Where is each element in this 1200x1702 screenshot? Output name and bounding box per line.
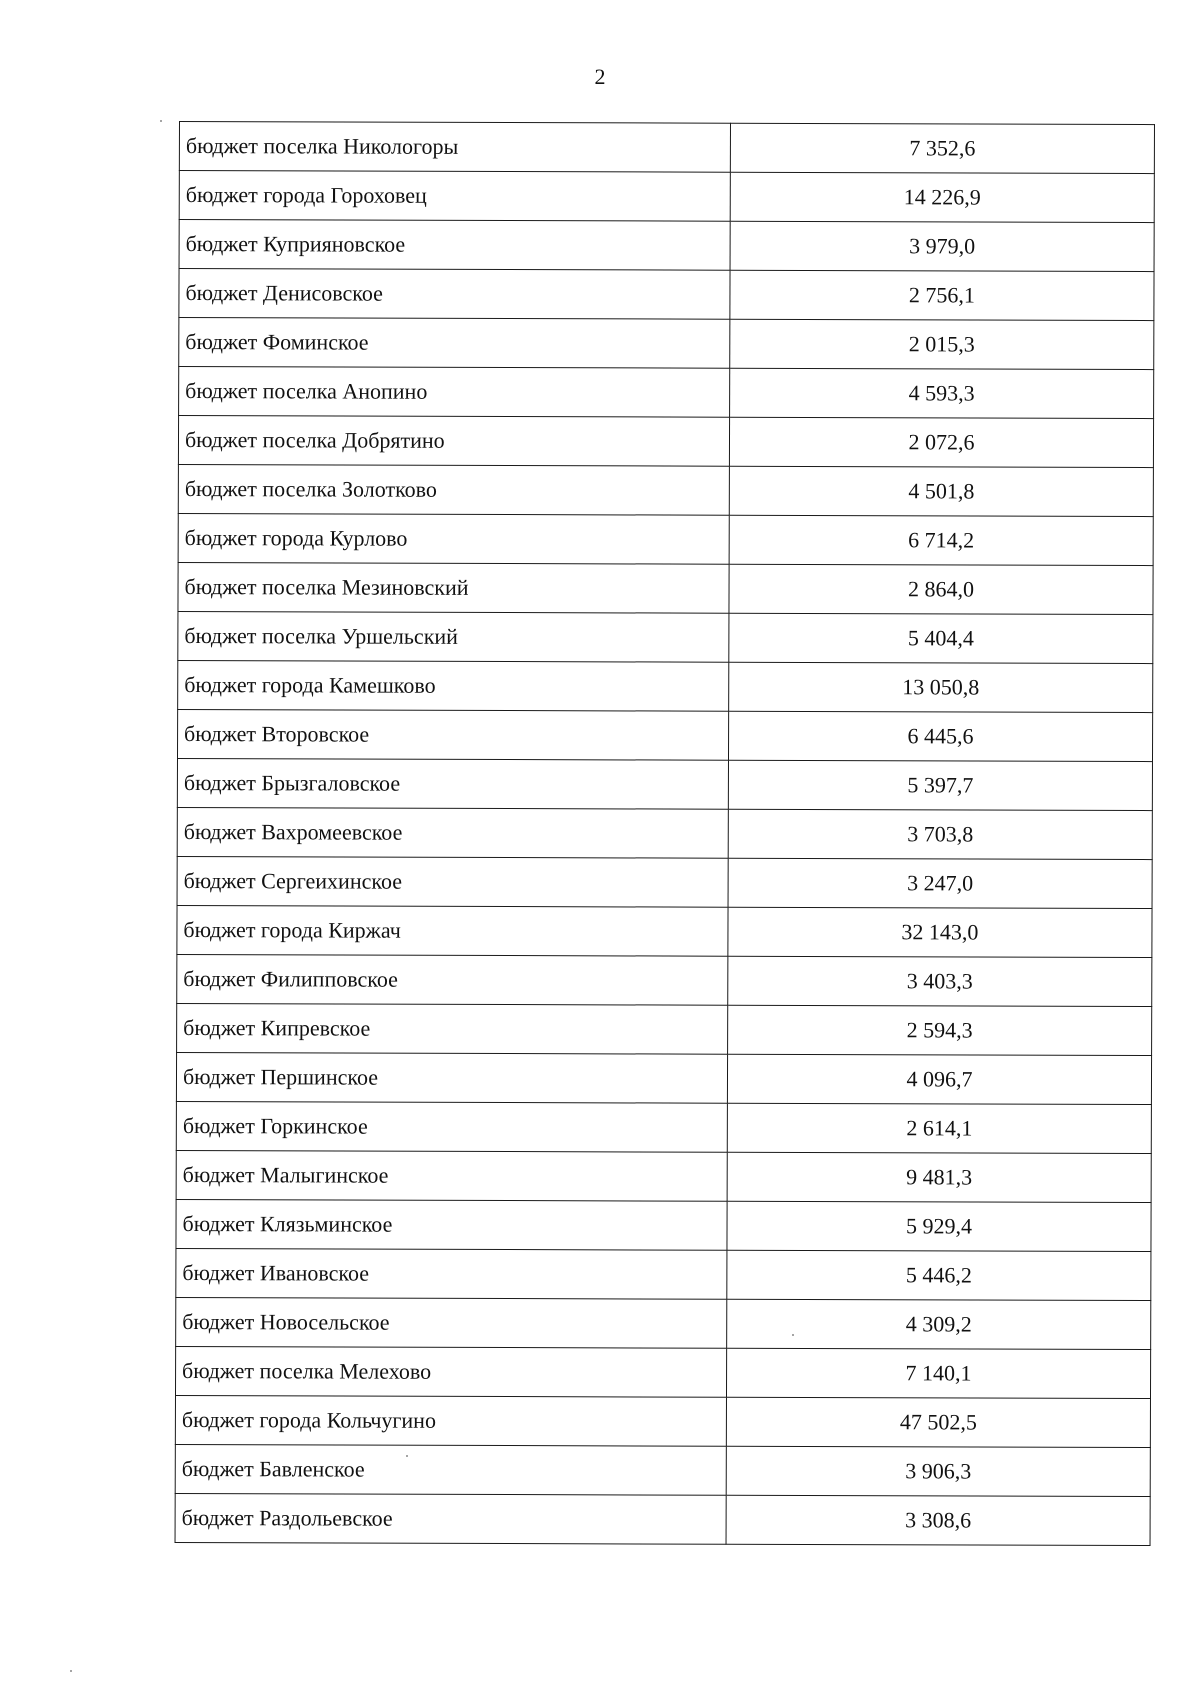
budget-amount-cell: 4 096,7	[727, 1054, 1151, 1104]
table-row	[178, 611, 1153, 663]
budget-amount-cell: 6 445,6	[728, 711, 1152, 761]
budget-name-cell: бюджет Клязьминское	[176, 1199, 727, 1250]
table-row	[179, 122, 1154, 174]
budget-amount-cell: 5 446,2	[727, 1250, 1151, 1300]
budget-name-cell: бюджет города Киржач	[177, 905, 728, 956]
budget-name-cell: бюджет Вахромеевское	[177, 807, 728, 858]
budget-name-cell: бюджет города Курлово	[178, 513, 729, 564]
table-row	[176, 1150, 1151, 1202]
budget-name-cell: бюджет поселка Золотково	[178, 464, 729, 515]
table-row	[178, 660, 1153, 712]
budget-name-cell: бюджет города Камешково	[178, 660, 729, 711]
table-row	[177, 856, 1152, 908]
table-row	[177, 709, 1152, 761]
table-row	[179, 220, 1154, 272]
scan-speck	[792, 1334, 794, 1336]
budget-name-cell: бюджет Фоминское	[179, 318, 730, 369]
budget-name-cell: бюджет поселка Анопино	[179, 367, 730, 418]
table-row	[175, 1444, 1150, 1496]
table-row	[175, 1346, 1150, 1398]
budget-name-cell: бюджет поселка Никологоры	[179, 122, 730, 173]
table-row	[178, 513, 1153, 565]
budget-name-cell: бюджет Бавленское	[175, 1444, 726, 1495]
budget-name-cell: бюджет Филипповское	[177, 954, 728, 1005]
budget-amount-cell: 14 226,9	[730, 172, 1154, 222]
table-row	[178, 562, 1153, 614]
budget-name-cell: бюджет поселка Мезиновский	[178, 562, 729, 613]
budget-name-cell: бюджет Второвское	[177, 709, 728, 760]
budget-amount-cell: 2 015,3	[730, 319, 1154, 369]
budget-name-cell: бюджет Кипревское	[177, 1003, 728, 1054]
budget-amount-cell: 5 404,4	[729, 613, 1153, 663]
budget-amount-cell: 5 929,4	[727, 1201, 1151, 1251]
table-row	[177, 758, 1152, 810]
table-row	[179, 171, 1154, 223]
table-row	[179, 318, 1154, 370]
budget-amount-cell: 4 309,2	[727, 1299, 1151, 1349]
budget-amount-cell: 3 403,3	[728, 956, 1152, 1006]
budget-name-cell: бюджет Денисовское	[179, 269, 730, 320]
budget-amount-cell: 3 703,8	[728, 809, 1152, 859]
budget-name-cell: бюджет Горкинское	[176, 1101, 727, 1152]
budget-amount-cell: 2 072,6	[729, 417, 1153, 467]
scan-speck	[70, 1670, 72, 1672]
table-row	[176, 1052, 1151, 1104]
table-row	[178, 416, 1153, 468]
budget-table-body	[175, 122, 1154, 1546]
budget-amount-cell: 7 140,1	[726, 1348, 1150, 1398]
budget-amount-cell: 13 050,8	[729, 662, 1153, 712]
budget-name-cell: бюджет Сергеихинское	[177, 856, 728, 907]
table-row	[175, 1493, 1150, 1545]
table-row	[179, 269, 1154, 321]
budget-amount-cell: 3 308,6	[726, 1495, 1150, 1545]
budget-amount-cell: 3 247,0	[728, 858, 1152, 908]
table-row	[176, 1101, 1151, 1153]
budget-amount-cell: 47 502,5	[726, 1397, 1150, 1447]
page-number: 2	[594, 64, 606, 89]
budget-amount-cell: 4 593,3	[730, 368, 1154, 418]
budget-name-cell: бюджет Куприяновское	[179, 220, 730, 271]
table-row	[177, 905, 1152, 957]
budget-name-cell: бюджет поселка Мелехово	[175, 1346, 726, 1397]
budget-amount-cell: 2 614,1	[727, 1103, 1151, 1153]
table-row	[179, 367, 1154, 419]
budget-amount-cell: 9 481,3	[727, 1152, 1151, 1202]
table-row	[175, 1395, 1150, 1447]
budget-amount-cell: 7 352,6	[730, 123, 1154, 173]
scan-speck	[160, 120, 162, 122]
table-row	[177, 1003, 1152, 1055]
table-row	[177, 807, 1152, 859]
table-row	[178, 464, 1153, 516]
table-row	[177, 954, 1152, 1006]
table-row	[176, 1248, 1151, 1300]
budget-name-cell: бюджет города Кольчугино	[175, 1395, 726, 1446]
scan-speck	[406, 1455, 408, 1457]
table-row	[176, 1297, 1151, 1349]
budget-name-cell: бюджет Малыгинское	[176, 1150, 727, 1201]
budget-amount-cell: 2 756,1	[730, 270, 1154, 320]
budget-table	[175, 121, 1155, 1546]
budget-amount-cell: 2 864,0	[729, 564, 1153, 614]
budget-amount-cell: 3 979,0	[730, 221, 1154, 271]
budget-name-cell: бюджет города Гороховец	[179, 171, 730, 222]
budget-amount-cell: 5 397,7	[728, 760, 1152, 810]
budget-name-cell: бюджет Ивановское	[176, 1248, 727, 1299]
budget-amount-cell: 6 714,2	[729, 515, 1153, 565]
budget-amount-cell: 4 501,8	[729, 466, 1153, 516]
budget-name-cell: бюджет Новосельское	[176, 1297, 727, 1348]
budget-name-cell: бюджет поселка Уршельский	[178, 611, 729, 662]
budget-amount-cell: 32 143,0	[728, 907, 1152, 957]
budget-name-cell: бюджет Раздольевское	[175, 1493, 726, 1544]
budget-amount-cell: 3 906,3	[726, 1446, 1150, 1496]
budget-name-cell: бюджет Першинское	[176, 1052, 727, 1103]
budget-amount-cell: 2 594,3	[728, 1005, 1152, 1055]
budget-name-cell: бюджет поселка Добрятино	[178, 416, 729, 467]
table-row	[176, 1199, 1151, 1251]
budget-name-cell: бюджет Брызгаловское	[177, 758, 728, 809]
